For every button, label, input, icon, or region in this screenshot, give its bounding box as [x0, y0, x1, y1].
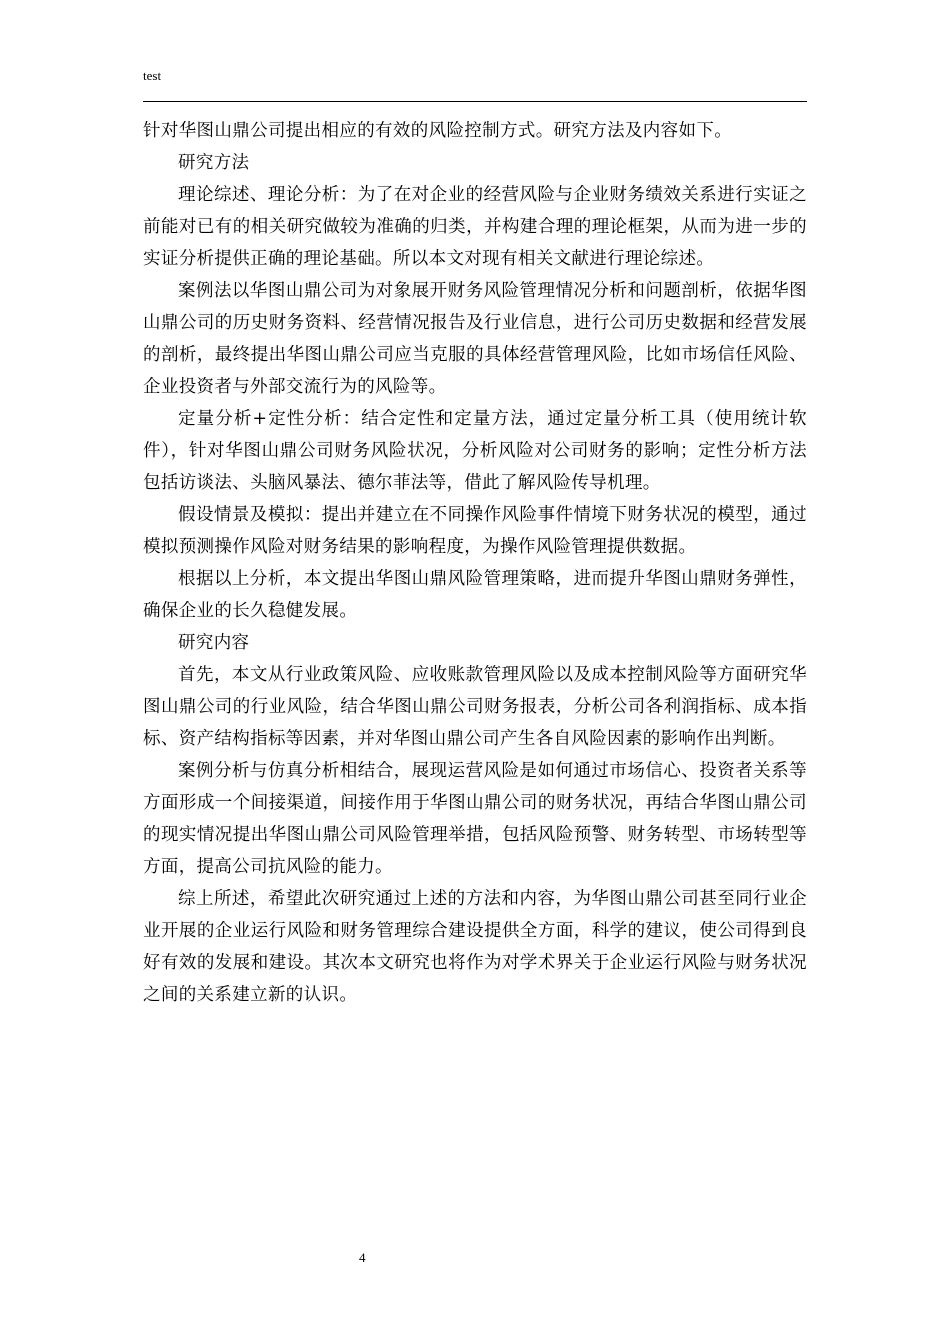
paragraph-summary: 综上所述，希望此次研究通过上述的方法和内容，为华图山鼎公司甚至同行业企业开展的企业运行风险和财务管理综合建设提供全方面，科学的建议，使公司得到良好有效的发展和建设。其次本文研究也将作为对学术界关于企业运行风险与财务状况之间的关系建立新的认识。 — [143, 889, 807, 1005]
section-heading-content: 研究内容 — [178, 633, 250, 653]
header-label: test — [143, 68, 162, 83]
paragraph-scenario-simulation: 假设情景及模拟：提出并建立在不同操作风险事件情境下财务状况的模型，通过模拟预测操作风险对财务结果的影响程度，为操作风险管理提供数据。 — [143, 505, 807, 557]
page-number: 4 — [359, 1250, 366, 1265]
paragraph-continuation: 针对华图山鼎公司提出相应的有效的风险控制方式。研究方法及内容如下。 — [143, 121, 733, 141]
paragraph-industry-risk: 首先，本文从行业政策风险、应收账款管理风险以及成本控制风险等方面研究华图山鼎公司的行业风险，结合华图山鼎公司财务报表，分析公司各利润指标、成本指标、资产结构指标等因素，并对华图山鼎公司产生各自风险因素的影响作出判断。 — [143, 665, 807, 749]
paragraph-quant-qual: 定量分析+定性分析：结合定性和定量方法，通过定量分析工具（使用统计软件），针对华图山鼎公司财务风险状况，分析风险对公司财务的影响；定性分析方法包括访谈法、头脑风暴法、德尔菲法等，借此了解风险传导机理。 — [143, 409, 807, 493]
paragraph-theory-review: 理论综述、理论分析：为了在对企业的经营风险与企业财务绩效关系进行实证之前能对已有的相关研究做较为准确的归类，并构建合理的理论框架，从而为进一步的实证分析提供正确的理论基础。所以本文对现有相关文献进行理论综述。 — [143, 185, 807, 269]
body-text — [143, 115, 807, 1011]
paragraph-case-simulation: 案例分析与仿真分析相结合，展现运营风险是如何通过市场信心、投资者关系等方面形成一个间接渠道，间接作用于华图山鼎公司的财务状况，再结合华图山鼎公司的现实情况提出华图山鼎公司风险管理举措，包括风险预警、财务转型、市场转型等方面，提高公司抗风险的能力。 — [143, 761, 807, 877]
paragraph-strategy: 根据以上分析，本文提出华图山鼎风险管理策略，进而提升华图山鼎财务弹性，确保企业的长久稳健发展。 — [143, 569, 807, 621]
header-rule — [143, 101, 807, 102]
section-heading-methods: 研究方法 — [178, 153, 250, 173]
paragraph-case-method: 案例法以华图山鼎公司为对象展开财务风险管理情况分析和问题剖析，依据华图山鼎公司的历史财务资料、经营情况报告及行业信息，进行公司历史数据和经营发展的剖析，最终提出华图山鼎公司应当克服的具体经营管理风险，比如市场信任风险、企业投资者与外部交流行为的风险等。 — [143, 281, 807, 397]
